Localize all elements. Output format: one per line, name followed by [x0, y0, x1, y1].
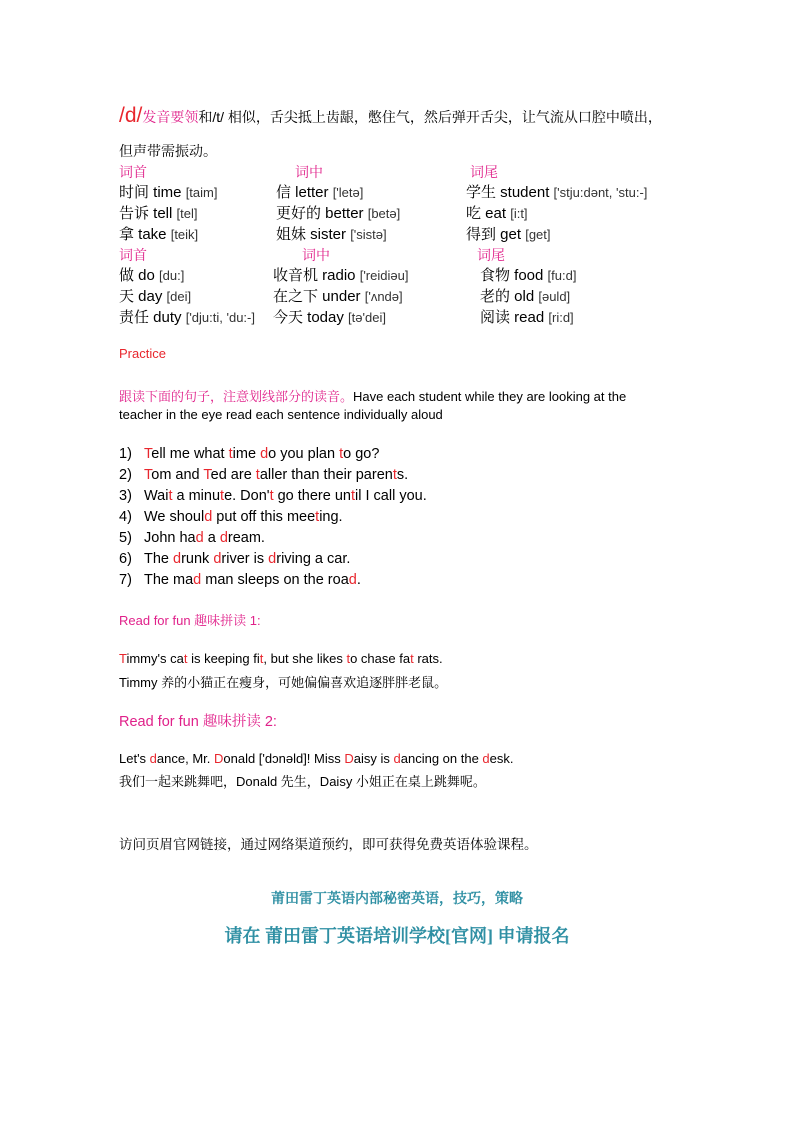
highlighted-letter: d: [204, 509, 213, 525]
practice-sentence: [119, 572, 361, 588]
text-run: esk.: [489, 751, 514, 766]
practice-sentence: [119, 509, 343, 525]
highlighted-letter: d: [268, 551, 277, 567]
word-phonetic: [fu:d]: [547, 268, 577, 283]
text-run: ream.: [227, 530, 265, 546]
word-entry: [466, 181, 647, 202]
word-entry: [276, 181, 363, 202]
website-note: 访问页眉官网链接，通过网络渠道预约，即可获得免费英语体验课程。: [119, 837, 538, 852]
highlighted-letter: t: [410, 651, 414, 666]
table2-header-initial: 词首: [119, 247, 147, 263]
word-english: letter: [295, 184, 333, 201]
word-chinese: 时间: [119, 184, 154, 201]
fun2-heading: Read for fun 趣味拼读 2:: [119, 714, 277, 730]
text-run: , but she likes: [263, 651, 347, 666]
highlighted-letter: t: [351, 488, 356, 504]
word-entry: [273, 264, 408, 285]
word-english: better: [325, 205, 368, 222]
word-entry: [273, 306, 386, 327]
table1-header-medial: 词中: [295, 164, 323, 180]
text-run: ed are: [210, 467, 256, 483]
pronunciation-label: 发音要领: [142, 109, 199, 125]
highlighted-letter: t: [220, 488, 225, 504]
sentence-number: 3): [119, 488, 132, 504]
intro-text: 和/t/ 相似，舌尖抵上齿龈，憋住气，然后弹开舌尖，让气流从口腔中喷出，: [198, 109, 662, 125]
word-phonetic: [tel]: [176, 206, 198, 221]
word-english: day: [138, 288, 167, 305]
highlighted-letter: d: [213, 551, 222, 567]
highlighted-letter: t: [183, 651, 188, 666]
highlighted-letter: t: [259, 651, 264, 666]
word-chinese: 责任: [119, 309, 154, 326]
word-phonetic: [ri:d]: [548, 310, 574, 325]
word-english: radio: [322, 267, 360, 284]
highlighted-letter: T: [119, 651, 127, 666]
word-chinese: 老的: [480, 288, 515, 305]
word-phonetic: [əuld]: [538, 289, 571, 304]
word-entry: [466, 202, 528, 223]
word-entry: [119, 264, 184, 285]
highlighted-letter: T: [144, 446, 152, 462]
word-chinese: 阅读: [480, 309, 515, 326]
instruction-en: Have each student while they are looking at the: [353, 389, 627, 404]
highlighted-letter: t: [255, 467, 260, 483]
practice-sentence: [119, 488, 427, 504]
word-phonetic: [ɡet]: [525, 227, 551, 242]
text-run: onald ['dɔnəld]! Miss: [223, 751, 345, 766]
text-run: a: [203, 530, 220, 546]
text-run: ance, Mr.: [156, 751, 214, 766]
word-entry: [119, 202, 197, 223]
table1-header-final: 词尾: [470, 164, 498, 180]
practice-sentence: [119, 446, 379, 462]
word-chinese: 在之下: [273, 288, 323, 305]
text-run: man sleeps on the roa: [201, 572, 349, 588]
signup-link[interactable]: 请在 莆田雷丁英语培训学校[官网] 申请报名: [224, 926, 570, 946]
text-run: ing.: [319, 509, 343, 525]
promo-tagline[interactable]: 莆田雷丁英语内部秘密英语，技巧，策略: [271, 892, 523, 907]
word-chinese: 学生: [466, 184, 501, 201]
word-phonetic: [du:]: [159, 268, 185, 283]
word-chinese: 告诉: [119, 205, 154, 222]
word-phonetic: ['reidiəu]: [359, 268, 409, 283]
practice-sentence: [119, 551, 350, 567]
highlighted-letter: t: [339, 446, 344, 462]
text-run: aller than their paren: [259, 467, 393, 483]
fun2-chinese: 我们一起来跳舞吧，Donald 先生，Daisy 小姐正在桌上跳舞呢。: [119, 774, 486, 789]
text-run: runk: [181, 551, 214, 567]
text-run: We shoul: [144, 509, 205, 525]
text-run: o chase fa: [350, 651, 411, 666]
highlighted-letter: d: [193, 572, 202, 588]
text-run: aisy is: [353, 751, 394, 766]
word-english: sister: [310, 226, 351, 243]
intro-text-continued: 但声带需振动。: [119, 143, 217, 159]
word-chinese: 信: [276, 184, 296, 201]
word-entry: [480, 285, 570, 306]
word-english: old: [514, 288, 539, 305]
highlighted-letter: T: [203, 467, 211, 483]
word-chinese: 拿: [119, 226, 139, 243]
text-run: Wai: [144, 488, 169, 504]
word-chinese: 吃: [466, 205, 486, 222]
word-phonetic: [taim]: [185, 185, 218, 200]
word-chinese: 得到: [466, 226, 501, 243]
table2-header-medial: 词中: [302, 247, 330, 263]
text-run: put off this mee: [212, 509, 316, 525]
word-phonetic: [betə]: [367, 206, 401, 221]
highlighted-letter: t: [228, 446, 233, 462]
word-chinese: 今天: [273, 309, 308, 326]
highlighted-letter: t: [392, 467, 397, 483]
word-entry: [119, 181, 217, 202]
table1-header-initial: 词首: [119, 164, 147, 180]
word-english: read: [514, 309, 549, 326]
word-phonetic: [teik]: [170, 227, 199, 242]
word-chinese: 做: [119, 267, 139, 284]
highlighted-letter: D: [344, 751, 354, 766]
word-chinese: 收音机: [273, 267, 323, 284]
highlighted-letter: d: [348, 572, 357, 588]
practice-sentence: [119, 467, 408, 483]
word-phonetic: ['letə]: [332, 185, 364, 200]
word-entry: [276, 223, 387, 244]
word-english: duty: [153, 309, 186, 326]
sentence-number: 7): [119, 572, 132, 588]
word-phonetic: ['sistə]: [350, 227, 387, 242]
text-run: Let's: [119, 751, 150, 766]
word-english: do: [138, 267, 160, 284]
highlighted-letter: d: [482, 751, 490, 766]
highlighted-letter: d: [195, 530, 204, 546]
text-run: o you plan: [268, 446, 340, 462]
sentence-number: 6): [119, 551, 132, 567]
word-english: get: [500, 226, 526, 243]
text-run: ime: [232, 446, 261, 462]
fun1-english: [119, 651, 443, 666]
highlighted-letter: d: [260, 446, 269, 462]
sentence-number: 2): [119, 467, 132, 483]
word-entry: [276, 202, 400, 223]
word-english: tell: [153, 205, 177, 222]
highlighted-letter: d: [173, 551, 182, 567]
text-run: go there un: [273, 488, 351, 504]
word-english: eat: [485, 205, 511, 222]
text-run: ancing on the: [400, 751, 483, 766]
text-run: il I call you.: [355, 488, 427, 504]
word-phonetic: ['ʌndə]: [364, 289, 403, 304]
practice-instruction: [119, 386, 626, 405]
instruction-en-continued: teacher in the eye read each sentence individually aloud: [119, 407, 443, 422]
text-run: ell me what: [151, 446, 229, 462]
phoneme-symbol: /d/: [119, 104, 143, 127]
word-phonetic: ['dju:ti, 'du:-]: [185, 310, 255, 325]
sentence-number: 5): [119, 530, 132, 546]
text-run: o go?: [343, 446, 380, 462]
text-run: river is: [221, 551, 269, 567]
text-run: e. Don': [224, 488, 270, 504]
word-entry: [119, 306, 255, 327]
text-run: a minu: [172, 488, 221, 504]
sentence-number: 4): [119, 509, 132, 525]
text-run: riving a car.: [276, 551, 351, 567]
word-chinese: 食物: [480, 267, 515, 284]
highlighted-letter: d: [393, 751, 401, 766]
highlighted-letter: t: [315, 509, 320, 525]
highlighted-letter: D: [213, 751, 224, 766]
word-phonetic: [tə'dei]: [348, 310, 386, 325]
highlighted-letter: t: [269, 488, 274, 504]
fun1-heading: Read for fun 趣味拼读 1:: [119, 613, 261, 628]
fun2-english: [119, 751, 514, 766]
sentence-number: 1): [119, 446, 132, 462]
fun1-chinese: Timmy 养的小猫正在瘦身，可她偏偏喜欢追逐胖胖老鼠。: [119, 675, 448, 690]
word-entry: [119, 285, 191, 306]
word-phonetic: ['stju:dənt, 'stu:-]: [553, 185, 648, 200]
practice-heading: Practice: [119, 346, 166, 361]
word-english: today: [307, 309, 349, 326]
text-run: John ha: [144, 530, 196, 546]
intro-line: [119, 104, 662, 128]
text-run: immy's ca: [126, 651, 184, 666]
practice-sentence: [119, 530, 265, 546]
highlighted-letter: t: [346, 651, 351, 666]
word-english: time: [153, 184, 186, 201]
word-entry: [480, 264, 576, 285]
highlighted-letter: d: [219, 530, 228, 546]
word-entry: [273, 285, 403, 306]
table2-header-final: 词尾: [477, 247, 505, 263]
word-entry: [119, 223, 198, 244]
word-english: take: [138, 226, 171, 243]
highlighted-letter: d: [149, 751, 157, 766]
text-run: s.: [396, 467, 409, 483]
instruction-zh: 跟读下面的句子，注意划线部分的读音。: [119, 389, 354, 404]
word-phonetic: [i:t]: [510, 206, 528, 221]
word-english: food: [514, 267, 548, 284]
text-run: is keeping fi: [187, 651, 260, 666]
word-phonetic: [dei]: [166, 289, 192, 304]
word-chinese: 更好的: [276, 205, 326, 222]
word-entry: [480, 306, 574, 327]
word-chinese: 天: [119, 288, 139, 305]
word-english: under: [322, 288, 365, 305]
highlighted-letter: T: [144, 467, 152, 483]
word-english: student: [500, 184, 554, 201]
text-run: The: [144, 551, 174, 567]
word-entry: [466, 223, 551, 244]
text-run: The ma: [144, 572, 194, 588]
text-run: rats.: [413, 651, 443, 666]
text-run: .: [356, 572, 361, 588]
text-run: om and: [151, 467, 204, 483]
highlighted-letter: t: [168, 488, 173, 504]
word-chinese: 姐妹: [276, 226, 311, 243]
